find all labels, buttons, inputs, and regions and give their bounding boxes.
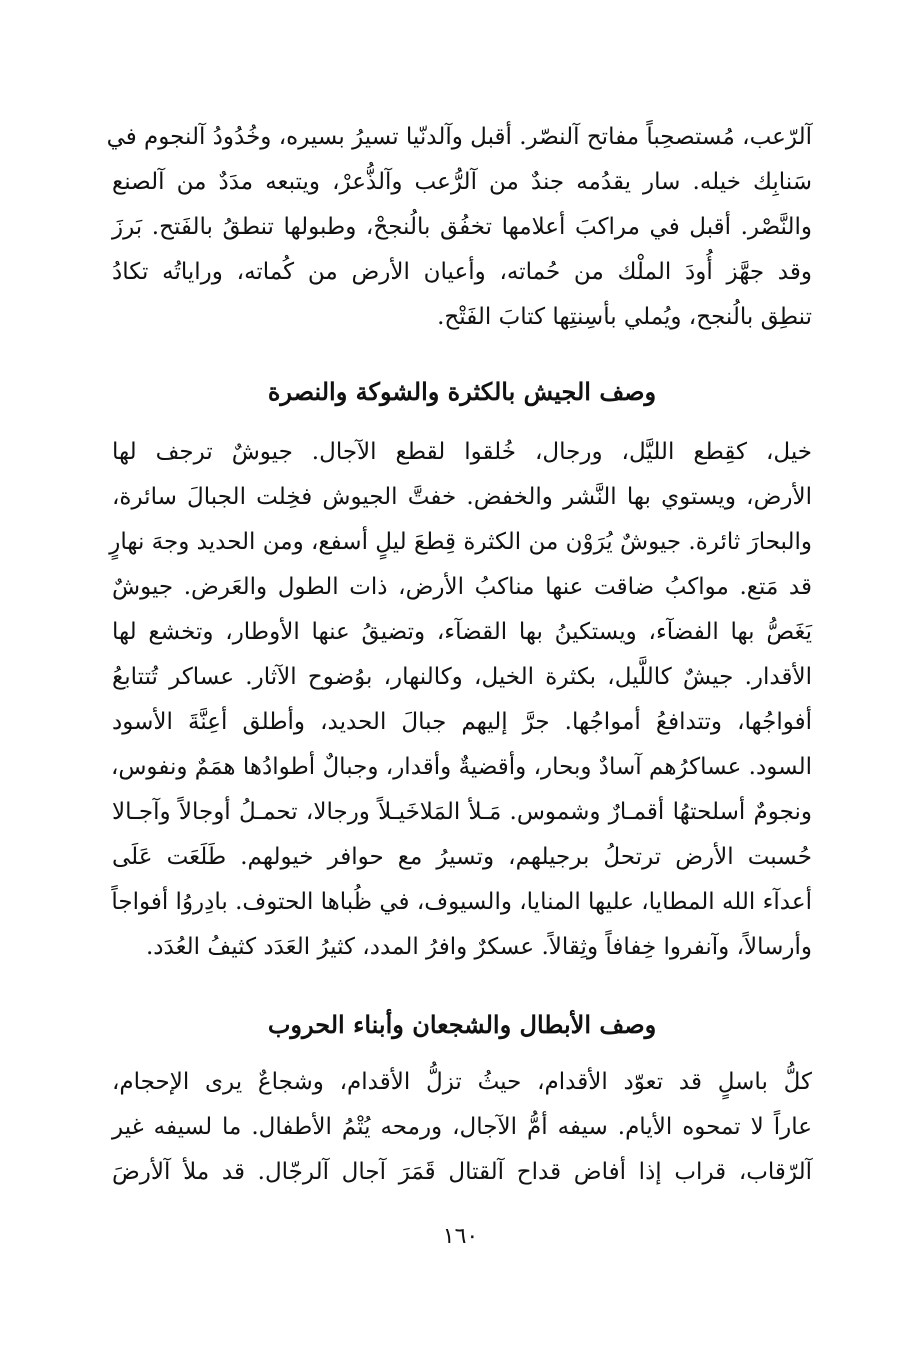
section-heading-army: وصف الجيش بالكثرة والشوكة والنصرة — [267, 377, 657, 406]
paragraph-2-line: ونجومٌ أسلحتهُا أقمـارٌ وشموس. مَـلأ المَلاخَيـلاً ورجالا، تحمـلُ أوجالاً وآجـالا — [112, 799, 812, 825]
paragraph-1-line: سَنابِك خيله. سار يقدُمه جندٌ من آلرُّعب وآلذُّعرْ، ويتبعه مدَدٌ من آلصنع — [112, 169, 812, 195]
paragraph-1 — [106, 115, 812, 340]
page-number: ١٦٠ — [442, 1224, 479, 1249]
paragraph-2-line: حُسبت الأرض ترتحلُ برجيلهم، وتسيرُ مع حوافر خيولهم. طَلَعَت عَلَى — [112, 844, 812, 870]
paragraph-2-line: وأرسالاً، وآنفروا خِفافاً وثِقالاً. عسكرٌ وافرُ المدد، كثيرُ العَدَد كثيفُ العُدَد. — [145, 934, 812, 960]
paragraph-2 — [109, 430, 812, 970]
paragraph-1-line: تنطِق بالُنجح، ويُملي بأسِنتِها كتابَ الفَتْح. — [437, 304, 812, 330]
paragraph-2-line: السود. عساكرُهم آسادٌ وبحار، وأقضيةٌ وأقدار، وجبالٌ أطوادُها همَمٌ ونفوس، — [110, 754, 812, 780]
paragraph-2-line: الأرض، ويستوي بها النَّشر والخفض. خفتَّ الجيوش فخِلت الجبالَ سائرة، — [112, 484, 812, 510]
paragraph-2-line: قد مَتع. مواكبُ ضاقت عنها مناكبُ الأرض، ذات الطول والعَرض. جيوشٌ — [112, 574, 812, 600]
paragraph-2-line: الأقدار. جيشٌ كاللَّيل، بكثرة الخيل، وكالنهار، بوُضوح الآثار. عساكر تُتتابعُ — [112, 664, 812, 690]
paragraph-2-line: أعدآء الله المطايا، عليها المنايا، والسيوف، في ظُباها الحتوف. بادِروُا أفواجاً — [111, 889, 812, 915]
paragraph-2-line: أفواجُها، وتتدافعُ أمواجُها. جرَّ إليهم جبالَ الحديد، وأطلق أعِنَّةَ الأسود — [112, 709, 812, 735]
section-heading-heroes: وصف الأبطال والشجعان وأبناء الحروب — [267, 1010, 657, 1039]
paragraph-3-line: كلُّ باسلٍ قد تعوّد الأقدام، حيثُ تزلُّ الأقدام، وشجاعٌ يرى الإحجام، — [112, 1069, 812, 1095]
paragraph-1-line: آلرّعب، مُستصحِباً مفاتح آلنصّر. أقبل وآلدنّيا تسيرُ بسيره، وخُدُودُ آلنجوم في — [106, 124, 812, 150]
paragraph-2-line: يَغَصُّ بها الفضآء، ويستكينُ بها القضآء، وتضيقُ عنها الأوطار، وتخشع لها — [112, 619, 812, 645]
paragraph-3-line: عاراً لا تمحوه الأيام. سيفه أمُّ الآجال، ورمحه يُتْمُ الأطفال. ما لسيفه غير — [112, 1114, 812, 1140]
paragraph-1-line: والنَّصْر. أقبل في مراكبَ أعلامها تخفُق بالُنجحْ، وطبولها تنطقُ بالفَتح. بَرزَ — [112, 214, 812, 240]
paragraph-2-line: خيل، كقِطع الليَّل، ورجال، خُلقوا لقطع الآجال. جيوشٌ ترجف لها — [112, 439, 812, 465]
paragraph-2-line: والبحارَ ثائرة. جيوشٌ يُرَوْن من الكثرة قِطعَ ليلٍ أسفع، ومن الحديد وجهَ نهارٍ — [109, 529, 812, 555]
paragraph-3 — [112, 1060, 812, 1195]
paragraph-3-line: آلرّقاب، قراب إذا أفاض قداح آلقتال قَمَرَ آجال آلرجّال. قد ملأ آلأرضَ — [112, 1159, 812, 1185]
paragraph-1-line: وقد جهَّز أُودَ الملْك من حُماته، وأعيان الأرض من كُماته، وراياتُه تكادُ — [112, 259, 812, 285]
